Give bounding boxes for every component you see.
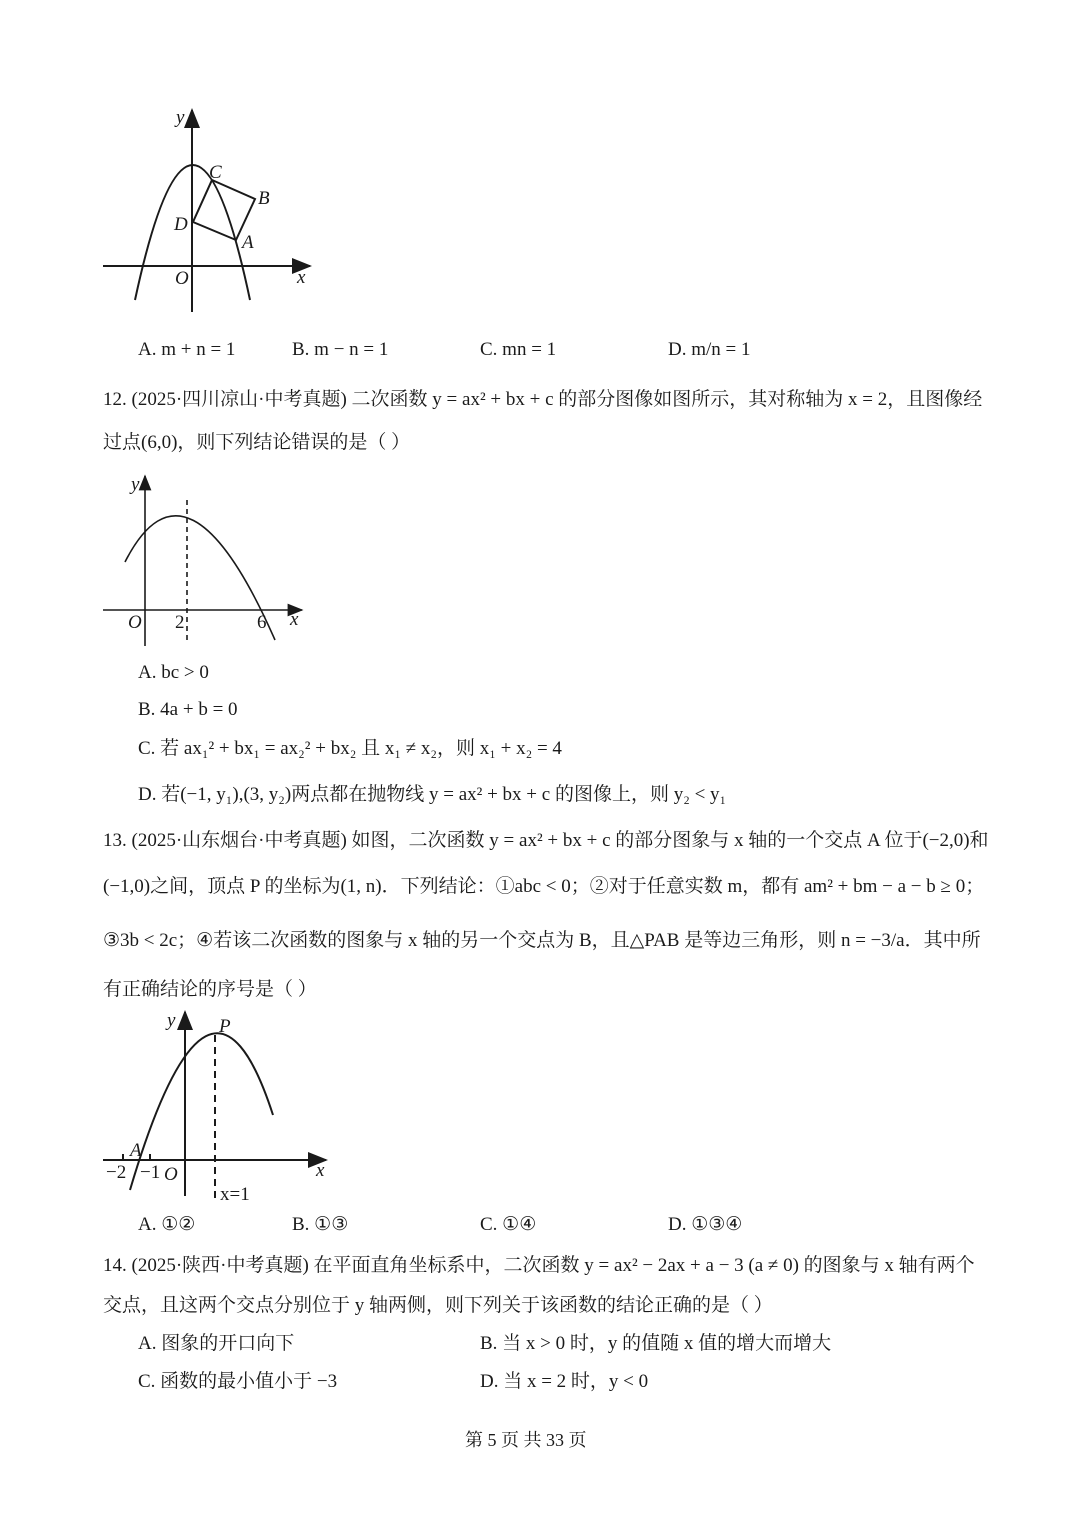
q13-option-a: A. ①②	[138, 1214, 196, 1235]
q12-option-b: B. 4a + b = 0	[138, 699, 238, 720]
axis-label-x: x	[297, 267, 306, 288]
axis-label-x: x	[316, 1160, 325, 1181]
page-footer: 第 5 页 共 33 页	[465, 1430, 587, 1450]
q12-stem-line1: 12. (2025·四川凉山·中考真题) 二次函数 y = ax² + bx + c 的部分图像如图所示，其对称轴为 x = 2，且图像经	[103, 389, 983, 410]
axis-label-y: y	[131, 474, 140, 495]
q14-option-c: C. 函数的最小值小于 −3	[138, 1371, 338, 1392]
q12-option-d: D. 若(−1, y₁),(3, y₂)两点都在抛物线 y = ax² + bx + c 的图像上，则 y₂ < y₁	[138, 784, 727, 805]
q13-stem-line2: (−1,0)之间，顶点 P 的坐标为(1, n)．下列结论：①abc < 0；②对于任意实数 m，都有 am² + bm − a − b ≥ 0；	[103, 876, 985, 897]
origin-label: O	[175, 268, 189, 289]
tick-label-neg2: −2	[106, 1162, 127, 1183]
q12-option-a: A. bc > 0	[138, 662, 209, 683]
q13-stem-line1: 13. (2025·山东烟台·中考真题) 如图，二次函数 y = ax² + bx + c 的部分图象与 x 轴的一个交点 A 位于(−2,0)和	[103, 830, 989, 851]
point-a-label: A	[130, 1140, 142, 1161]
q13-stem-line3: ③3b < 2c；④若该二次函数的图象与 x 轴的另一个交点为 B，且△PAB 是等边三角形，则 n = −3/a．其中所	[103, 930, 981, 951]
q11-option-a: A. m + n = 1	[138, 339, 236, 360]
point-c-label: C	[209, 162, 222, 183]
tick-label-2: 2	[175, 612, 185, 633]
tick-label-neg1: −1	[140, 1162, 161, 1183]
axis-label-x: x	[290, 609, 299, 630]
q12-option-c: C. 若 ax₁² + bx₁ = ax₂² + bx₂ 且 x₁ ≠ x₂，则 x₁ + x₂ = 4	[138, 738, 562, 759]
q14-stem-line1: 14. (2025·陕西·中考真题) 在平面直角坐标系中，二次函数 y = ax² − 2ax + a − 3 (a ≠ 0) 的图象与 x 轴有两个	[103, 1255, 975, 1276]
q13-option-c: C. ①④	[480, 1214, 537, 1235]
origin-label: O	[164, 1164, 178, 1185]
point-a-label: A	[242, 232, 254, 253]
q14-option-d: D. 当 x = 2 时，y < 0	[480, 1371, 649, 1392]
q13-stem-line4: 有正确结论的序号是（ ）	[103, 979, 317, 1000]
vertex-p-label: P	[219, 1016, 231, 1037]
q13-option-b: B. ①③	[292, 1214, 349, 1235]
q11-option-c: C. mn = 1	[480, 339, 557, 360]
point-b-label: B	[258, 188, 270, 209]
q13-figure	[103, 1012, 326, 1200]
point-d-label: D	[174, 214, 188, 235]
q14-option-b: B. 当 x > 0 时，y 的值随 x 值的增大而增大	[480, 1333, 832, 1354]
tick-label-6: 6	[257, 612, 267, 633]
axis-label-y: y	[176, 107, 185, 128]
q11-option-d: D. m/n = 1	[668, 339, 751, 360]
q11-option-b: B. m − n = 1	[292, 339, 389, 360]
axis-label-y: y	[167, 1010, 176, 1031]
q14-stem-line2: 交点，且这两个交点分别位于 y 轴两侧，则下列关于该函数的结论正确的是（ ）	[103, 1295, 773, 1316]
q14-option-a: A. 图象的开口向下	[138, 1333, 295, 1354]
origin-label: O	[128, 612, 142, 633]
q11-figure	[103, 110, 310, 312]
q12-stem-line2: 过点(6,0)，则下列结论错误的是（ ）	[103, 432, 411, 453]
q13-option-d: D. ①③④	[668, 1214, 743, 1235]
symmetry-axis-label: x=1	[220, 1184, 250, 1205]
